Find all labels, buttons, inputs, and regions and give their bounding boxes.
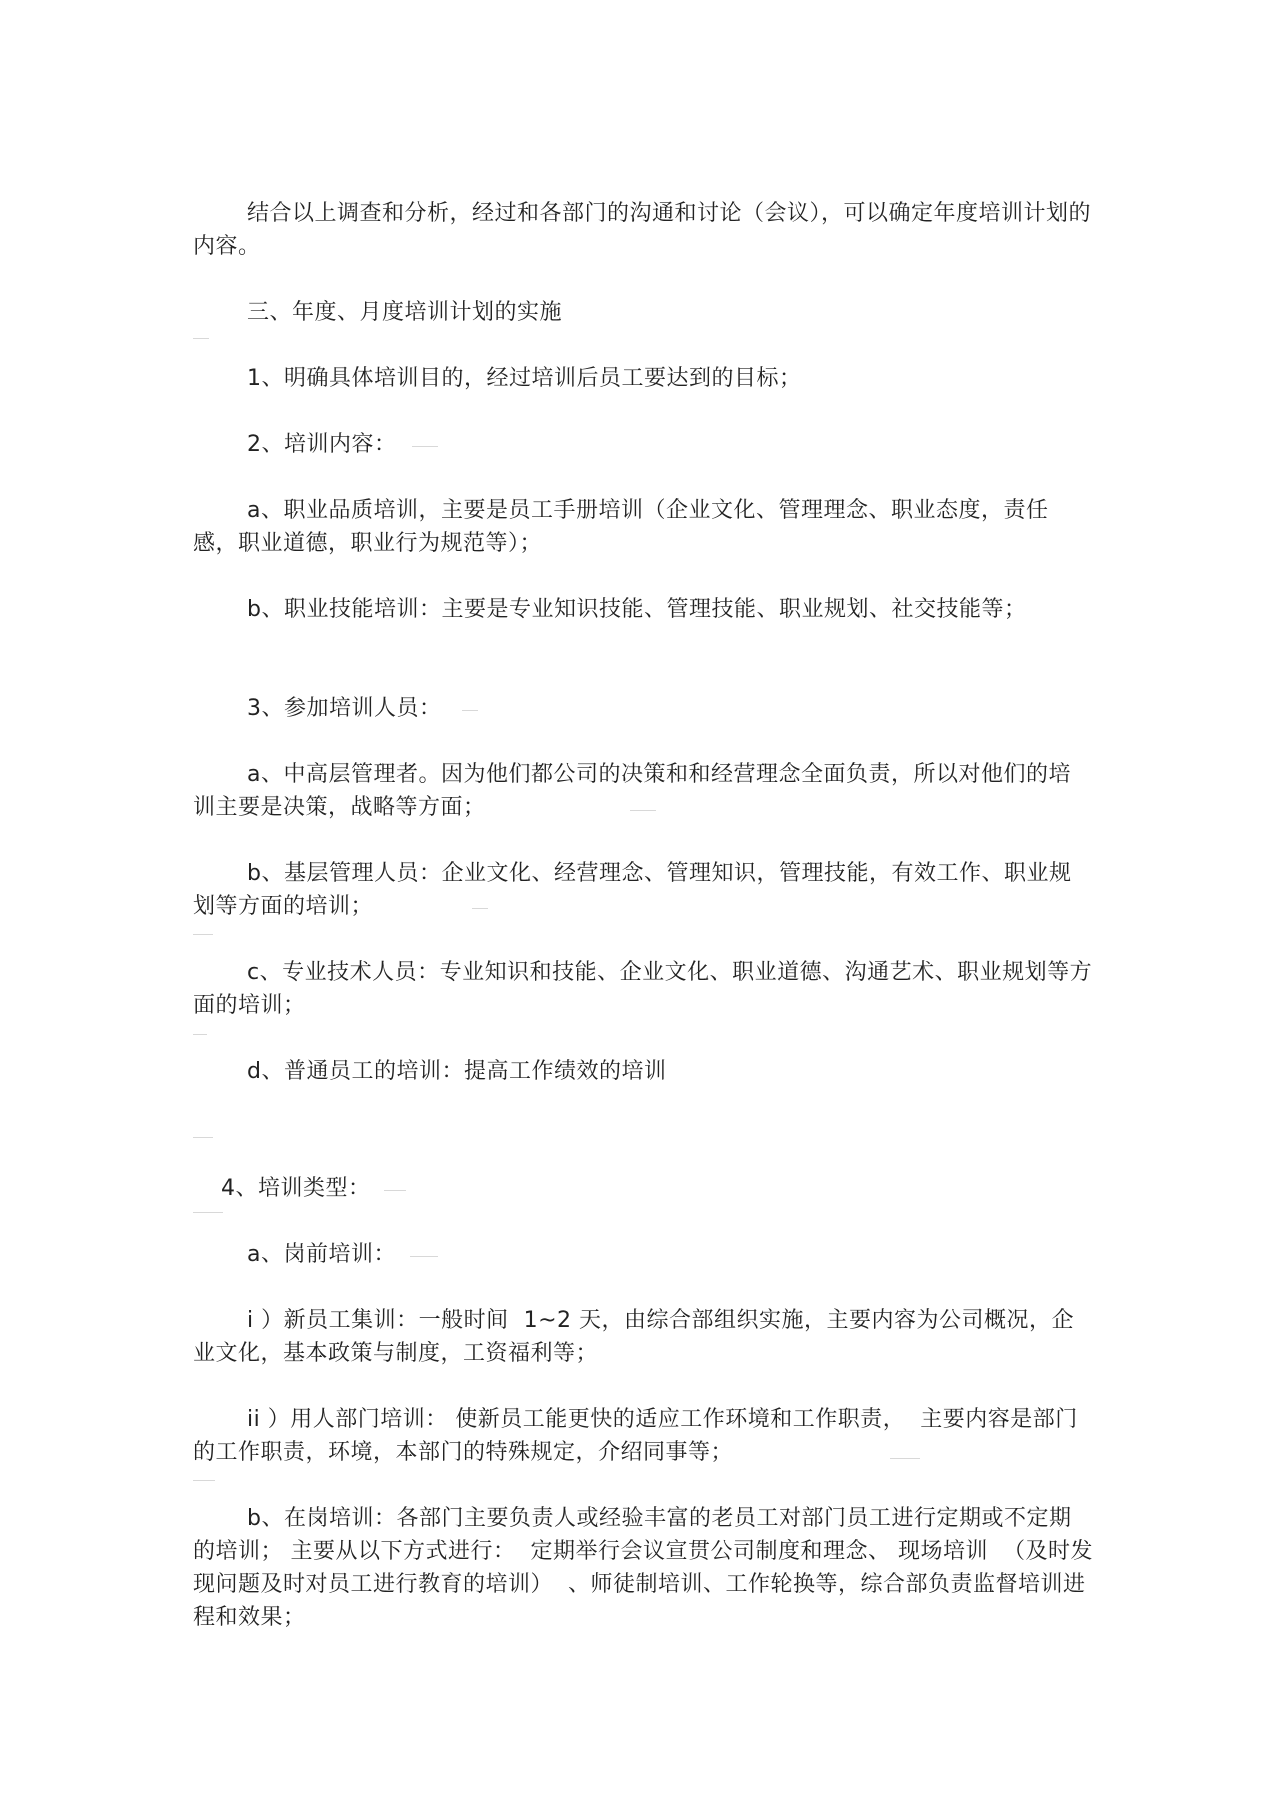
scan-speck	[890, 1458, 920, 1459]
scan-speck	[193, 338, 209, 339]
item-2a-professional-quality: a、职业品质培训，主要是员工手册培训（企业文化、管理理念、职业态度，责任感，职业道德，职业行为规范等）；	[193, 498, 1049, 556]
item-4b-on-job-training: b、在岗培训：各部门主要负责人或经验丰富的老员工对部门员工进行定期或不定期的培训； 主要从以下方式进行： 定期举行会议宣贯公司制度和理念、 现场培训 （及时发现问题及时对员工进行教育的培训） 、师徒制培训、工作轮换等，综合部负责监督培训进程和效果；	[193, 1506, 1093, 1630]
section-heading-3: 三、年度、月度培训计划的实施	[247, 300, 563, 325]
scan-speck	[193, 1212, 223, 1213]
item-4a-ii-department-training: ii ）用人部门培训： 使新员工能更快的适应工作环境和工作职责， 主要内容是部门的工作职责，环境，本部门的特殊规定，介绍同事等；	[193, 1407, 1078, 1465]
item-3c-technical-staff: c、专业技术人员：专业知识和技能、企业文化、职业道德、沟通艺术、职业规划等方面的培训；	[193, 960, 1093, 1018]
paragraph-annual-plan-intro: 结合以上调查和分析，经过和各部门的沟通和讨论（会议），可以确定年度培训计划的内容。	[193, 201, 1092, 259]
scan-speck	[472, 908, 488, 909]
scan-speck	[193, 1137, 213, 1138]
scan-speck	[412, 446, 438, 447]
scan-speck	[462, 710, 478, 711]
item-2-training-content: 2、培训内容：	[247, 432, 397, 457]
item-4a-pre-job-training: a、岗前培训：	[247, 1242, 396, 1267]
item-1-training-purpose: 1、明确具体培训目的，经过培训后员工要达到的目标；	[247, 366, 802, 391]
item-3b-junior-managers: b、基层管理人员：企业文化、经营理念、管理知识，管理技能，有效工作、职业规划等方面的培训；	[193, 861, 1072, 919]
item-3-participants: 3、参加培训人员：	[247, 696, 442, 721]
item-3d-general-staff: d、普通员工的培训：提高工作绩效的培训	[247, 1059, 667, 1084]
scan-speck	[410, 1256, 438, 1257]
scan-speck	[630, 810, 656, 811]
item-4a-i-new-employee-training: i ）新员工集训：一般时间 1~2 天，由综合部组织实施，主要内容为公司概况，企业文化，基本政策与制度，工资福利等；	[193, 1308, 1075, 1366]
scan-speck	[384, 1190, 406, 1191]
scan-speck	[193, 934, 213, 935]
scan-speck	[193, 1034, 207, 1035]
item-2b-professional-skills: b、职业技能培训：主要是专业知识技能、管理技能、职业规划、社交技能等；	[247, 597, 1027, 622]
item-4-training-types: 4、培训类型：	[221, 1176, 371, 1201]
scan-speck	[193, 1480, 215, 1481]
item-3a-senior-managers: a、中高层管理者。因为他们都公司的决策和和经营理念全面负责，所以对他们的培训主要是决策，战略等方面；	[193, 762, 1071, 820]
